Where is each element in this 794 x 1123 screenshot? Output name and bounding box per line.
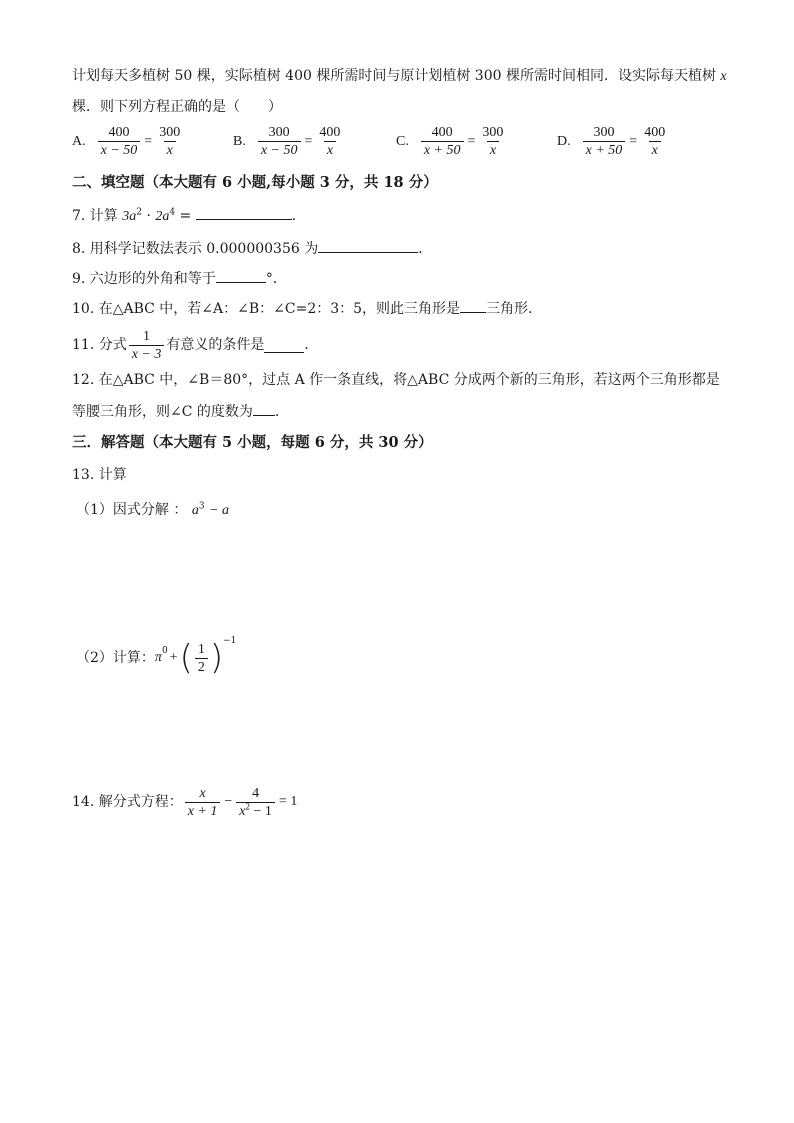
numerator: 300: [593, 125, 615, 140]
q9-text: 9. 六边形的外角和等于: [72, 271, 216, 287]
numerator: 400: [319, 125, 341, 140]
fraction-right: [156, 124, 183, 159]
denominator: x: [487, 141, 499, 159]
q13-part2-label: （2）计算：: [76, 650, 155, 666]
q10-text: 10. 在△ABC 中，若∠A：∠B：∠C=2：3：5，则此三角形是: [72, 301, 461, 317]
den-rest: − 1: [253, 803, 272, 819]
question-10: [72, 298, 542, 319]
section-heading-fill-in: 二、填空题（本大题有 6 小题,每小题 3 分，共 18 分）: [72, 174, 438, 191]
denominator: x + 1: [185, 802, 221, 820]
q13-rest: − a: [209, 503, 229, 518]
answer-blank[interactable]: [264, 338, 304, 353]
q14-label: 14. 解分式方程：: [72, 794, 183, 810]
q11-end: ．: [304, 337, 319, 353]
question-12-line1: 12. 在△ABC 中，∠B＝80°，过点 A 作一条直线，将△ABC 分成两个新的三角形，若这两个三角形都是: [72, 372, 720, 388]
pi-symbol: π: [154, 650, 162, 665]
question-9: [72, 268, 287, 289]
numerator: 1: [143, 328, 151, 344]
right-paren: ): [209, 638, 224, 678]
numerator: 300: [268, 125, 290, 140]
question-14: [72, 780, 299, 824]
q6-option-b[interactable]: [233, 124, 345, 159]
numerator: 400: [431, 125, 453, 140]
den-base: x: [239, 803, 246, 819]
answer-blank[interactable]: [460, 298, 486, 313]
plus-sign: +: [169, 650, 178, 665]
denominator: [236, 802, 275, 820]
question-7: [72, 205, 306, 227]
q13-exponent: 3: [198, 501, 205, 512]
fraction-left: [98, 124, 141, 159]
equals-sign: =: [467, 133, 476, 149]
fraction-left: [258, 124, 301, 159]
option-label: B.: [233, 133, 246, 149]
fraction-right: [479, 124, 506, 159]
q12-text: 等腰三角形，则∠C 的度数为: [72, 404, 253, 420]
q7-end: ．: [291, 208, 306, 224]
q12-end: ．: [274, 404, 289, 420]
q11-suffix: 有意义的条件是: [166, 337, 265, 353]
denominator: x − 50: [258, 141, 301, 159]
q10-end: 三角形．: [486, 301, 543, 317]
q6-option-d[interactable]: [557, 124, 670, 159]
q7-equals: =: [179, 208, 192, 224]
q7-term-a: 3a: [122, 209, 137, 224]
answer-blank[interactable]: [196, 205, 292, 220]
q11-fraction: [129, 328, 165, 363]
question-13-part1: [76, 500, 229, 521]
q6-stem-line1: [72, 66, 727, 87]
q6-option-a[interactable]: [72, 124, 185, 159]
q14-fraction-1: [185, 785, 221, 820]
equals-sign: =: [144, 133, 153, 149]
q8-text: 8. 用科学记数法表示 0.000000356 为: [72, 241, 319, 257]
den-exponent: 2: [245, 800, 251, 811]
q6-stem-line2: 棵．则下列方程正确的是（ ）: [72, 99, 282, 115]
answer-blank[interactable]: [216, 268, 266, 283]
numerator: 400: [644, 125, 666, 140]
q7-exp-b: 4: [169, 207, 176, 218]
q7-term-b: 2a: [155, 209, 170, 224]
denominator: x + 50: [421, 141, 464, 159]
q6-stem-text: 计划每天多植树 50 棵，实际植树 400 棵所需时间与原计划植树 300 棵所需时间相同．设实际每天植树: [72, 68, 716, 84]
q13-part1-label: （1）因式分解 ：: [76, 502, 188, 518]
numerator: 300: [159, 125, 181, 140]
numerator: 300: [482, 125, 504, 140]
q14-fraction-2: [236, 785, 275, 820]
q6-option-c[interactable]: [396, 124, 508, 159]
fraction-right: [316, 124, 343, 159]
denominator: x: [324, 141, 336, 159]
option-label: D.: [557, 133, 571, 149]
q11-prefix: 11. 分式: [72, 337, 127, 353]
equals-sign: =: [629, 133, 638, 149]
denominator: x: [164, 141, 176, 159]
half-fraction: [195, 641, 208, 676]
denominator: x − 3: [129, 345, 165, 363]
left-paren: (: [179, 638, 193, 678]
minus-sign: −: [224, 794, 233, 809]
numerator: 4: [252, 785, 260, 801]
answer-blank[interactable]: [253, 401, 275, 416]
question-13-title: 13. 计算: [72, 467, 127, 483]
denominator: x − 50: [98, 141, 141, 159]
q9-end: °．: [265, 271, 287, 287]
equals-sign: =: [304, 133, 313, 149]
question-13-part2: （2）计算： π $^0$ + ( $\frac{1}{2}$ ) $^{-1}$: [76, 636, 237, 678]
fraction-left: [583, 124, 626, 159]
q8-end: ．: [418, 241, 433, 257]
numerator: 400: [108, 125, 130, 140]
q7-prefix: 7. 计算: [72, 208, 118, 224]
fraction-left: [421, 124, 464, 159]
q7-exp-a: 2: [136, 207, 142, 218]
numerator: x: [199, 785, 206, 801]
question-11: [72, 325, 318, 365]
option-label: A.: [72, 133, 86, 149]
q7-dot: ·: [146, 208, 151, 224]
answer-blank[interactable]: [318, 238, 418, 253]
question-12-line2: [72, 401, 289, 422]
section-heading-solve: 三．解答题（本大题有 5 小题，每题 6 分，共 30 分）: [72, 434, 433, 451]
option-label: C.: [396, 133, 409, 149]
denominator: x: [649, 141, 661, 159]
equals-one: = 1: [278, 794, 298, 809]
numerator: 1: [197, 641, 205, 657]
denominator: x + 50: [583, 141, 626, 159]
q6-variable: x: [720, 69, 727, 84]
fraction-right: [641, 124, 668, 159]
denominator: 2: [195, 658, 208, 676]
q13-base: a: [191, 503, 199, 518]
question-8: [72, 238, 432, 259]
